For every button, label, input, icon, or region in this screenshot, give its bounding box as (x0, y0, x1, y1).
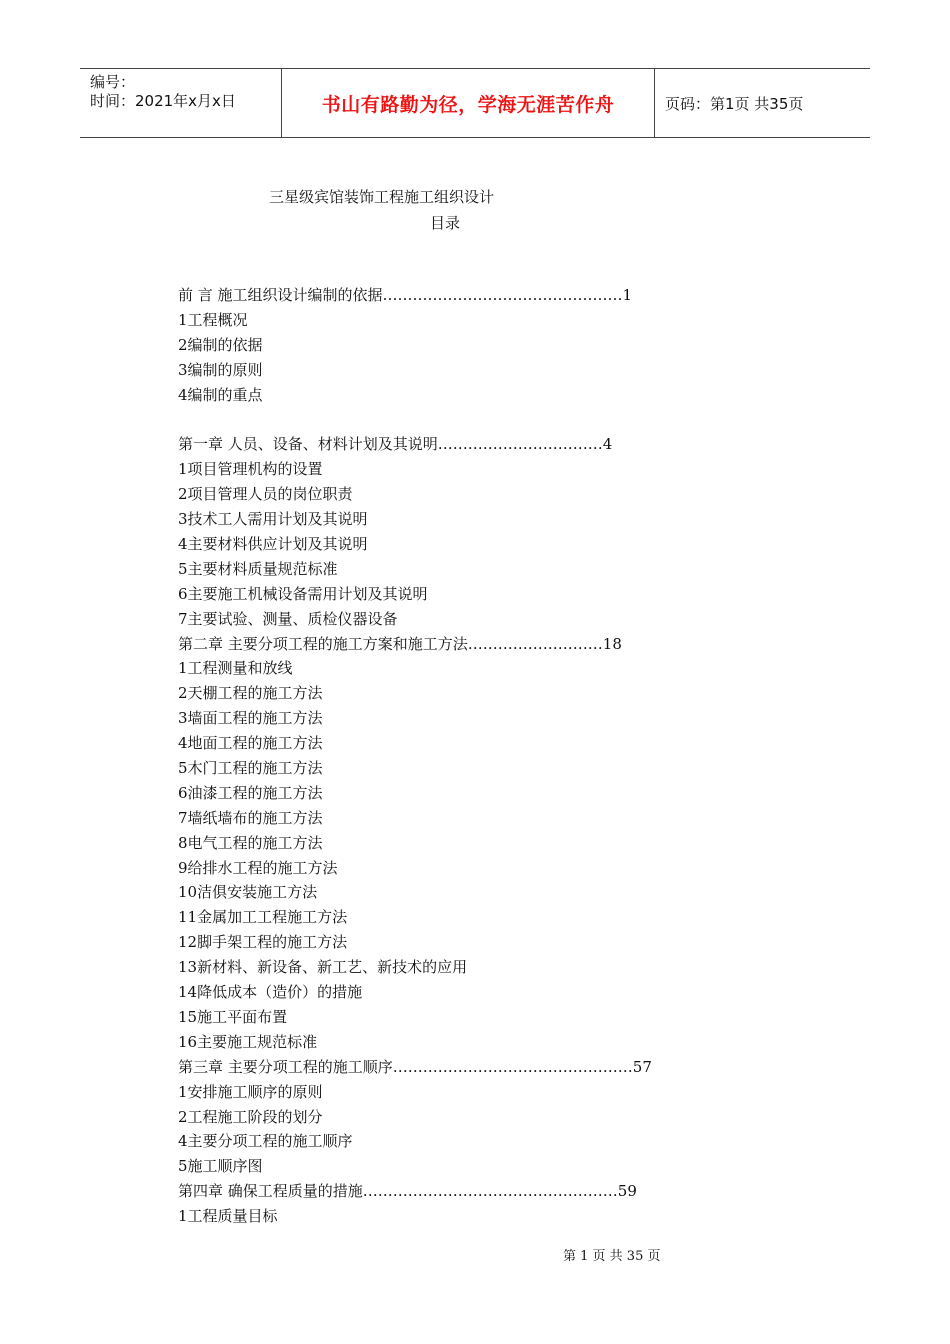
toc-entry: 2工程施工阶段的划分 (178, 1107, 323, 1126)
header-page-cell (655, 69, 870, 137)
toc-entry: 11金属加工工程施工方法 (178, 908, 348, 927)
page-footer: 第 1 页 共 35 页 (563, 1249, 661, 1264)
toc-entry: 10洁俱安装施工方法 (178, 883, 318, 902)
toc-entry: 3墙面工程的施工方法 (178, 709, 323, 728)
toc-entry: 4主要材料供应计划及其说明 (178, 535, 368, 554)
toc-entry: 5木门工程的施工方法 (178, 759, 323, 778)
toc-entry: 15施工平面布置 (178, 1007, 288, 1026)
toc-entry: 1安排施工顺序的原则 (178, 1082, 323, 1101)
page-label: 页码：第1页 共35页 (665, 94, 804, 113)
document-title: 三星级宾馆装饰工程施工组织设计 (269, 188, 495, 206)
toc-entry: 第三章 主要分项工程的施工顺序…………………………………………57 (178, 1057, 652, 1076)
number-label: 编号： (90, 73, 136, 91)
toc-entry: 9给排水工程的施工方法 (178, 858, 338, 877)
toc-entry: 2项目管理人员的岗位职责 (178, 485, 353, 504)
header-info-cell (80, 69, 280, 137)
toc-entry: 第二章 主要分项工程的施工方案和施工方法………………………18 (178, 634, 622, 653)
page-header (80, 68, 870, 138)
toc-entry: 第四章 确保工程质量的措施……………………………………………59 (178, 1182, 637, 1201)
toc-entry: 1工程概况 (178, 310, 248, 329)
toc-entry: 4地面工程的施工方法 (178, 734, 323, 753)
toc-entry: 6主要施工机械设备需用计划及其说明 (178, 584, 428, 603)
table-of-contents (178, 283, 738, 1229)
toc-entry: 前 言 施工组织设计编制的依据…………………………………………1 (178, 286, 633, 304)
toc-entry: 1工程质量目标 (178, 1207, 278, 1226)
toc-entry: 2天棚工程的施工方法 (178, 684, 323, 703)
toc-entry: 7墙纸墙布的施工方法 (178, 808, 323, 827)
toc-entry: 12脚手架工程的施工方法 (178, 933, 348, 952)
toc-entry: 5施工顺序图 (178, 1157, 263, 1176)
toc-entry: 13新材料、新设备、新工艺、新技术的应用 (178, 958, 468, 977)
toc-entry: 1项目管理机构的设置 (178, 460, 323, 479)
header-motto-cell (281, 69, 655, 137)
toc-entry: 4编制的重点 (178, 385, 263, 404)
toc-entry: 7主要试验、测量、质检仪器设备 (178, 609, 398, 628)
toc-entry: 3技术工人需用计划及其说明 (178, 510, 368, 529)
toc-entry: 14降低成本（造价）的措施 (178, 983, 363, 1002)
toc-entry: 8电气工程的施工方法 (178, 833, 323, 852)
motto-text: 书山有路勤为径，学海无涯苦作舟 (321, 93, 615, 116)
toc-entry: 6油漆工程的施工方法 (178, 783, 323, 802)
toc-entry: 3编制的原则 (178, 360, 263, 379)
toc-entry: 5主要材料质量规范标准 (178, 559, 338, 578)
toc-entry: 16主要施工规范标准 (178, 1032, 318, 1051)
toc-entry: 4主要分项工程的施工顺序 (178, 1132, 353, 1151)
toc-entry: 1工程测量和放线 (178, 659, 293, 678)
time-label: 时间：2021年x月x日 (90, 92, 236, 110)
toc-entry: 第一章 人员、设备、材料计划及其说明……………………………4 (178, 435, 613, 454)
toc-entry: 2编制的依据 (178, 335, 263, 354)
toc-heading: 目录 (430, 214, 461, 232)
